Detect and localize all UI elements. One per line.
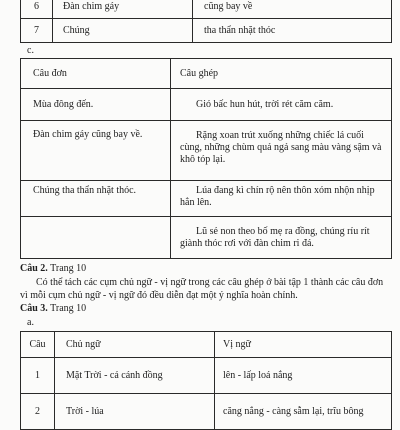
subject-cell: Đàn chim gáy: [53, 0, 193, 19]
simple-sentence-cell: Mùa đông đến.: [21, 89, 171, 121]
subject-cell: Trời - lúa: [55, 394, 215, 430]
table-header-row: [21, 332, 392, 358]
table-row: [21, 121, 392, 181]
label-a: a.: [27, 317, 34, 328]
cau3-heading-page: Trang 10: [47, 303, 87, 314]
predicate-cell: lên - lấp loá nắng: [215, 358, 392, 394]
compound-sentence-cell: Lúa đang kì chín rộ nên thôn xóm nhộn nhịp hẳn lên.: [171, 181, 392, 217]
compound-sentence-cell: Rặng xoan trút xuống những chiếc lá cuối cùng, những chùm quả ngả sang màu vàng sậm và khô tóp lại.: [171, 121, 392, 181]
predicate-cell: tha thẩn nhặt thóc: [193, 19, 392, 43]
header-sentence-number: Câu: [21, 332, 55, 358]
table-row: [21, 0, 392, 19]
table-a: [20, 331, 392, 430]
table-row: [21, 358, 392, 394]
header-simple-sentence: Câu đơn: [21, 59, 171, 89]
cau2-heading: [20, 262, 392, 275]
table-row: [21, 19, 392, 43]
subject-cell: Mặt Trời - cả cánh đồng: [55, 358, 215, 394]
table-b: [20, 0, 392, 43]
subject-cell: Chúng: [53, 19, 193, 43]
simple-sentence-cell: Chúng tha thẩn nhặt thóc.: [21, 181, 171, 217]
compound-sentence-cell: Lũ sẻ non theo bố mẹ ra đồng, chúng ríu rít giành thóc rơi với đàn chim ri đá.: [171, 217, 392, 259]
row-number: 6: [21, 0, 53, 19]
cau3-heading: [20, 302, 392, 315]
simple-sentence-cell: [21, 217, 171, 259]
table-c: [20, 58, 392, 259]
cau2-body: Có thể tách các cụm chủ ngữ - vị ngữ trong các câu ghép ở bài tập 1 thành các câu đơn vì mỗi cụm chủ ngữ - vị ngữ đó đều diễn đạt một ý nghĩa hoàn chỉnh.: [20, 277, 384, 301]
header-predicate: Vị ngữ: [215, 332, 392, 358]
compound-sentence-cell: Gió bấc hun hút, trời rét căm căm.: [171, 89, 392, 121]
cau2-heading-bold: Câu 2.: [20, 263, 48, 274]
row-number: 1: [21, 358, 55, 394]
predicate-cell: cũng bay về: [193, 0, 392, 19]
row-number: 7: [21, 19, 53, 43]
cau3-heading-bold: Câu 3.: [20, 303, 48, 314]
table-row: [21, 89, 392, 121]
predicate-cell: căng nắng - càng sẫm lại, trĩu bông: [215, 394, 392, 430]
table-row: [21, 181, 392, 217]
cau2-heading-page: Trang 10: [47, 263, 87, 274]
header-compound-sentence: Câu ghép: [171, 59, 392, 89]
simple-sentence-cell: Đàn chim gáy cũng bay về.: [21, 121, 171, 181]
label-c: c.: [27, 45, 34, 56]
table-row: [21, 394, 392, 430]
table-header-row: [21, 59, 392, 89]
header-subject: Chủ ngữ: [55, 332, 215, 358]
table-row: [21, 217, 392, 259]
row-number: 2: [21, 394, 55, 430]
